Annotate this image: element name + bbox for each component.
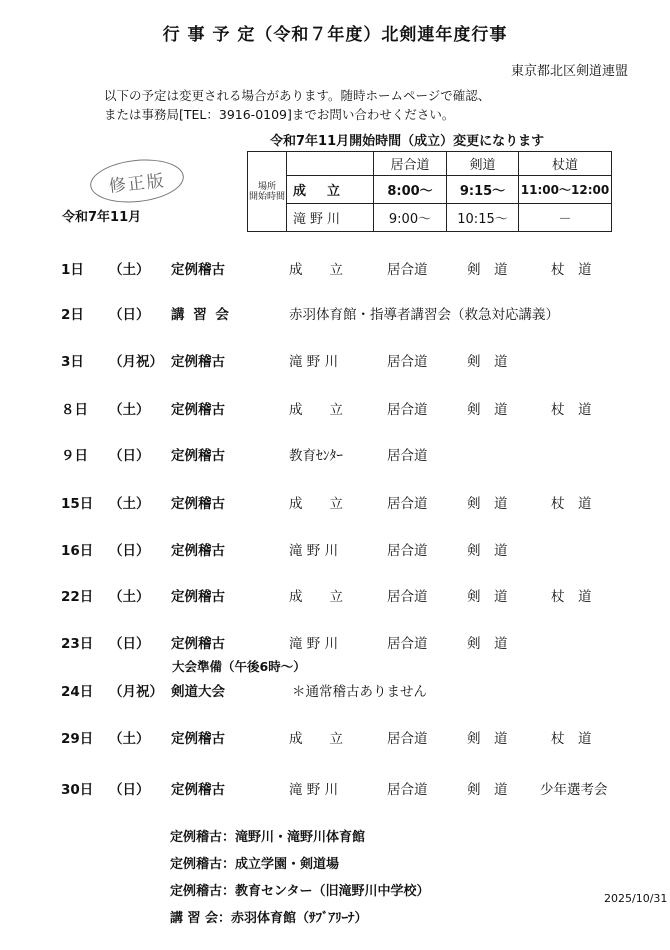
event-weekday: （日） bbox=[109, 448, 150, 464]
event-discipline: 剣 道 bbox=[467, 543, 508, 559]
event-type: 定例稽古 bbox=[171, 354, 225, 370]
event-day: 30日 bbox=[61, 782, 94, 798]
event-place: 成 立 bbox=[289, 496, 343, 512]
notice bbox=[104, 86, 490, 124]
event-type: 定例稽古 bbox=[171, 782, 225, 798]
event-place: 成 立 bbox=[289, 731, 343, 747]
event-discipline: 居合道 bbox=[387, 782, 428, 798]
time-table-row-label: 場所 開始時間 bbox=[248, 152, 287, 232]
time-table-cell: 9:00～ bbox=[374, 204, 447, 232]
event-discipline: 居合道 bbox=[387, 354, 428, 370]
month-label: 令和7年11月 bbox=[62, 210, 142, 225]
event-discipline: 杖 道 bbox=[551, 496, 592, 512]
time-table-corner bbox=[287, 152, 374, 176]
notice-line-2: または事務局[TEL：3916-0109]までお問い合わせください。 bbox=[104, 107, 455, 122]
event-day: 29日 bbox=[61, 731, 94, 747]
venue-list bbox=[170, 826, 429, 934]
event-weekday: （土） bbox=[109, 731, 150, 747]
event-row bbox=[0, 444, 670, 464]
event-day: 24日 bbox=[61, 684, 94, 700]
event-discipline: 居合道 bbox=[387, 448, 428, 464]
event-discipline: 剣 道 bbox=[467, 782, 508, 798]
event-discipline: 居合道 bbox=[387, 731, 428, 747]
page-title: 行 事 予 定（令和７年度）北剣連年度行事 bbox=[162, 25, 508, 45]
notice-line-1: 以下の予定は変更される場合があります。随時ホームページで確認、 bbox=[104, 88, 491, 103]
event-day: 22日 bbox=[61, 589, 94, 605]
event-type: 定例稽古 bbox=[171, 496, 225, 512]
time-table-cell: 9:15～ bbox=[447, 176, 519, 204]
event-place: 滝 野 川 bbox=[289, 782, 339, 798]
event-discipline: 居合道 bbox=[387, 262, 428, 278]
event-discipline: 杖 道 bbox=[551, 589, 592, 605]
event-type: 定例稽古 bbox=[171, 448, 225, 464]
event-day: 16日 bbox=[61, 543, 94, 559]
event-discipline: 居合道 bbox=[387, 402, 428, 418]
event-discipline: 剣 道 bbox=[467, 731, 508, 747]
event-row bbox=[0, 492, 670, 512]
event-type: 定例稽古 bbox=[171, 262, 225, 278]
event-type: 講 習 会 bbox=[171, 307, 231, 323]
event-detail: 赤羽体育館・指導者講習会（救急対応講義） bbox=[289, 307, 559, 323]
event-type: 定例稽古 bbox=[171, 731, 225, 747]
event-place: 成 立 bbox=[289, 589, 343, 605]
time-table-place: 成 立 bbox=[287, 176, 374, 204]
event-weekday: （日） bbox=[109, 543, 150, 559]
event-place: 滝 野 川 bbox=[289, 543, 339, 559]
event-weekday: （土） bbox=[109, 589, 150, 605]
event-row bbox=[0, 258, 670, 278]
event-row bbox=[0, 727, 670, 747]
event-row bbox=[0, 778, 670, 798]
event-discipline: 居合道 bbox=[387, 589, 428, 605]
event-day: 15日 bbox=[61, 496, 94, 512]
event-day: ９日 bbox=[61, 448, 88, 464]
event-type: 定例稽古 bbox=[171, 636, 225, 652]
event-discipline: 剣 道 bbox=[467, 496, 508, 512]
event-row bbox=[0, 539, 670, 559]
event-type: 剣道大会 bbox=[171, 684, 225, 700]
time-table-cell: 8:00～ bbox=[374, 176, 447, 204]
venue-item: 講 習 会：赤羽体育館（ｻﾌﾞｱﾘｰﾅ） bbox=[170, 911, 368, 926]
time-table-cell: 10:15～ bbox=[447, 204, 519, 232]
event-discipline: 剣 道 bbox=[467, 354, 508, 370]
time-table-cell: 11:00～12:00 bbox=[519, 176, 612, 204]
event-row bbox=[0, 680, 670, 700]
event-note: ＊通常稽古ありません bbox=[292, 684, 427, 700]
event-discipline: 居合道 bbox=[387, 496, 428, 512]
event-place: 教育ｾﾝﾀｰ bbox=[289, 448, 343, 464]
event-row bbox=[0, 303, 670, 323]
event-discipline: 居合道 bbox=[387, 636, 428, 652]
start-time-table bbox=[247, 151, 612, 232]
time-table-header-kendo: 剣道 bbox=[447, 152, 519, 176]
time-table-header-jodo: 杖道 bbox=[519, 152, 612, 176]
tournament-prep-note: 大会準備（午後6時～） bbox=[172, 659, 306, 674]
organization-name: 東京都北区剣道連盟 bbox=[510, 64, 628, 79]
event-discipline: 剣 道 bbox=[467, 262, 508, 278]
event-discipline: 居合道 bbox=[387, 543, 428, 559]
event-weekday: （土） bbox=[109, 496, 150, 512]
time-table-header-iaido: 居合道 bbox=[374, 152, 447, 176]
event-weekday: （月祝） bbox=[109, 354, 163, 370]
event-row bbox=[0, 350, 670, 370]
event-discipline: 少年選考会 bbox=[540, 782, 608, 798]
event-discipline: 杖 道 bbox=[551, 731, 592, 747]
event-weekday: （土） bbox=[109, 402, 150, 418]
event-day: ８日 bbox=[61, 402, 88, 418]
event-weekday: （日） bbox=[109, 307, 150, 323]
revised-stamp: 修正版 bbox=[88, 155, 186, 207]
event-row bbox=[0, 585, 670, 605]
venue-item: 定例稽古：教育センター（旧滝野川中学校） bbox=[170, 884, 430, 899]
event-type: 定例稽古 bbox=[171, 402, 225, 418]
event-discipline: 剣 道 bbox=[467, 636, 508, 652]
event-weekday: （日） bbox=[109, 636, 150, 652]
time-table-cell: － bbox=[519, 204, 612, 232]
event-weekday: （日） bbox=[109, 782, 150, 798]
event-weekday: （月祝） bbox=[109, 684, 163, 700]
event-row bbox=[0, 632, 670, 652]
event-day: 1日 bbox=[61, 262, 84, 278]
venue-item: 定例稽古：滝野川・滝野川体育館 bbox=[170, 830, 366, 845]
event-day: 3日 bbox=[61, 354, 84, 370]
change-note: 令和7年11月開始時間（成立）変更になります bbox=[270, 134, 545, 149]
event-discipline: 杖 道 bbox=[551, 262, 592, 278]
document-date: 2025/10/31 bbox=[604, 892, 668, 905]
event-weekday: （土） bbox=[109, 262, 150, 278]
event-discipline: 剣 道 bbox=[467, 589, 508, 605]
event-place: 成 立 bbox=[289, 262, 343, 278]
venue-item: 定例稽古：成立学園・剣道場 bbox=[170, 857, 340, 872]
event-discipline: 杖 道 bbox=[551, 402, 592, 418]
event-place: 成 立 bbox=[289, 402, 343, 418]
event-type: 定例稽古 bbox=[171, 589, 225, 605]
event-place: 滝 野 川 bbox=[289, 354, 339, 370]
time-table-place: 滝野川 bbox=[287, 204, 374, 232]
event-row bbox=[0, 398, 670, 418]
event-type: 定例稽古 bbox=[171, 543, 225, 559]
event-discipline: 剣 道 bbox=[467, 402, 508, 418]
event-day: 2日 bbox=[61, 307, 84, 323]
event-place: 滝 野 川 bbox=[289, 636, 339, 652]
event-day: 23日 bbox=[61, 636, 94, 652]
